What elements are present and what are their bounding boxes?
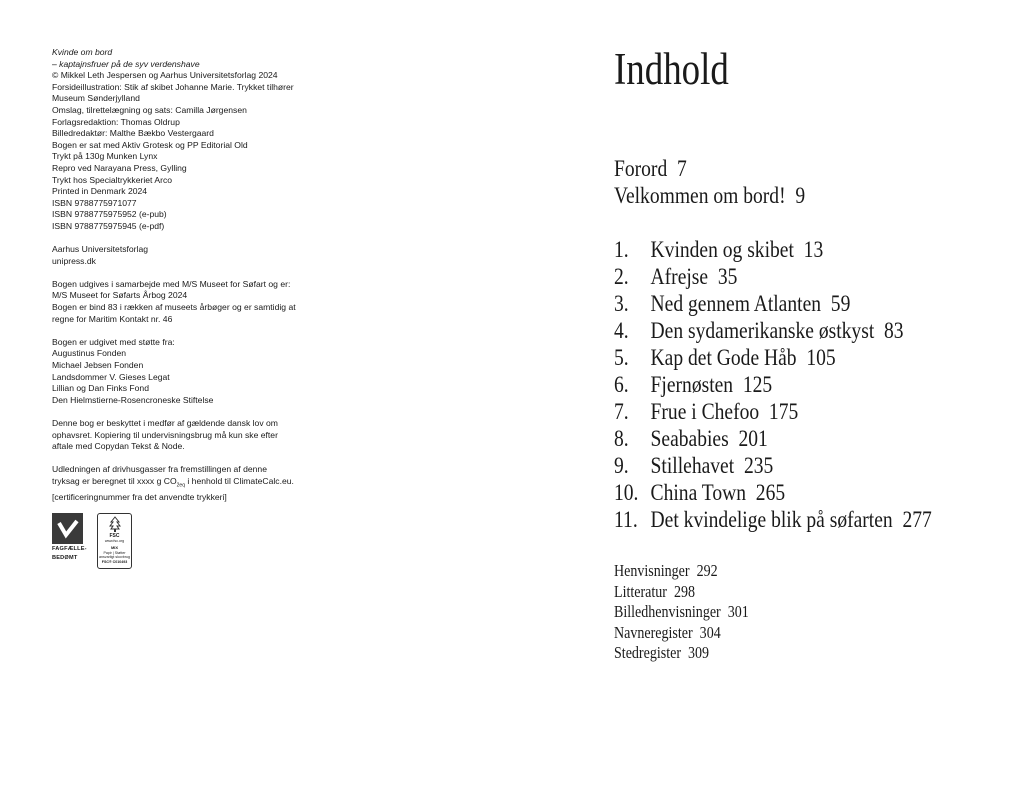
isbn-print: ISBN 9788775971077 [52, 197, 137, 208]
emissions-line: [certificeringnummer fra det anvendte trykkeri] [52, 492, 227, 503]
colophon-line: Bogen er sat med Aktiv Grotesk og PP Editorial Old [52, 139, 248, 150]
back-matter [614, 561, 773, 664]
colophon-line: Trykt hos Specialtrykkeriet Arco [52, 174, 173, 185]
emissions-line: Udledningen af drivhusgasser fra fremstillingen af denne [52, 464, 267, 475]
support-line: Lillian og Dan Finks Fond [52, 383, 149, 394]
colophon-line: Repro ved Narayana Press, Gylling [52, 162, 187, 173]
toc-title: Indhold [614, 44, 729, 94]
chapter-entry: 10. China Town 265 [614, 480, 786, 505]
chapter-list [614, 236, 988, 533]
peer-review-label: FAGFÆLLE- [52, 546, 87, 552]
copyright-line: aftale med Copydan Tekst & Node. [52, 441, 185, 452]
chapter-entry: 11. Det kvindelige blik på søfarten 277 [614, 507, 932, 532]
checkmark-icon [57, 519, 79, 539]
colophon-line: Forsideillustration: Stik af skibet Johanne Marie. Trykket tilhører [52, 81, 294, 92]
support-line: Bogen er udgivet med støtte fra: [52, 336, 175, 347]
support-line: Augustinus Fonden [52, 348, 127, 359]
toc-entry: Billedhenvisninger 301 [614, 602, 749, 621]
toc-entry: Litteratur 298 [614, 581, 696, 601]
copyright-line: Denne bog er beskyttet i medfør af gældende dansk lov om [52, 418, 278, 428]
chapter-entry: 7. Frue i Chefoo 175 [614, 399, 799, 424]
front-matter [614, 155, 839, 209]
toc-entry: Navneregister 304 [614, 622, 721, 642]
cooperation-line: M/S Museet for Søfarts Årbog 2024 [52, 290, 188, 301]
colophon-line: Printed in Denmark 2024 [52, 186, 148, 197]
colophon-line: Forlagsredaktion: Thomas Oldrup [52, 116, 180, 127]
emissions-line: tryksag er beregnet til xxxx g $CO_{2eq}$ i henhold til ClimateCalc.eu. [52, 475, 294, 489]
book-title: Kvinde om bord [52, 47, 113, 57]
peer-review-label: BEDØMT [52, 555, 78, 561]
chapter-entry: 1. Kvinden og skibet 13 [614, 237, 824, 262]
toc-entry: Henvisninger 292 [614, 561, 718, 580]
book-subtitle: – kaptajnsfruer på de syv verdenshave [52, 58, 200, 69]
fsc-logo [97, 513, 132, 569]
fsc-code: FSC® C010493 [101, 559, 128, 564]
fsc-tree-icon [107, 516, 123, 533]
logos [52, 513, 132, 569]
publisher-name: Aarhus Universitetsforlag [52, 244, 149, 255]
colophon-line: Billedredaktør: Malthe Bækbo Vestergaard [52, 128, 214, 139]
colophon [52, 47, 352, 504]
fsc-url: www.fsc.org [104, 539, 125, 543]
colophon-line: Omslag, tilrettelægning og sats: Camilla Jørgensen [52, 104, 247, 115]
copyright-line: ophavsret. Kopiering til undervisningsbrug må kun ske efter [52, 429, 278, 440]
support-line: Landsdommer V. Gieses Legat [52, 371, 170, 382]
chapter-entry: 9. Stillehavet 235 [614, 453, 774, 478]
peer-review-logo [52, 513, 85, 569]
cooperation-line: Bogen udgives i samarbejde med M/S Museet for Søfart og er: [52, 278, 291, 289]
chapter-entry: 5. Kap det Gode Håb 105 [614, 345, 836, 370]
chapter-entry: 4. Den sydamerikanske østkyst 83 [614, 318, 904, 343]
fsc-mix: MIX [110, 545, 119, 551]
toc-entry: Stedregister 309 [614, 643, 710, 662]
chapter-entry: 6. Fjernøsten 125 [614, 372, 773, 397]
chapter-entry: 8. Seababies 201 [614, 426, 768, 451]
cooperation-line: regne for Maritim Kontakt nr. 46 [52, 313, 173, 324]
isbn-epdf: ISBN 9788775975945 (e-pdf) [52, 220, 165, 231]
support-line: Michael Jebsen Fonden [52, 360, 144, 371]
toc-entry: Forord 7 [614, 156, 687, 181]
fsc-label: FSC [109, 533, 120, 539]
support-line: Den Hielmstierne-Rosencroneske Stiftelse [52, 394, 214, 405]
colophon-line: © Mikkel Leth Jespersen og Aarhus Universitetsforlag 2024 [52, 70, 278, 81]
isbn-epub: ISBN 9788775975952 (e-pub) [52, 209, 167, 220]
colophon-line: Trykt på 130g Munken Lynx [52, 151, 158, 162]
fsc-desc: Papir | Støtter ansvarligt skovbrug [99, 551, 130, 560]
toc-entry: Velkommen om bord! 9 [614, 183, 806, 208]
chapter-entry: 3. Ned gennem Atlanten 59 [614, 291, 851, 316]
colophon-line: Museum Sønderjylland [52, 93, 140, 104]
chapter-entry: 2. Afrejse 35 [614, 264, 738, 289]
publisher-url: unipress.dk [52, 255, 96, 266]
cooperation-line: Bogen er bind 83 i rækken af museets årbøger og er samtidig at [52, 302, 296, 313]
